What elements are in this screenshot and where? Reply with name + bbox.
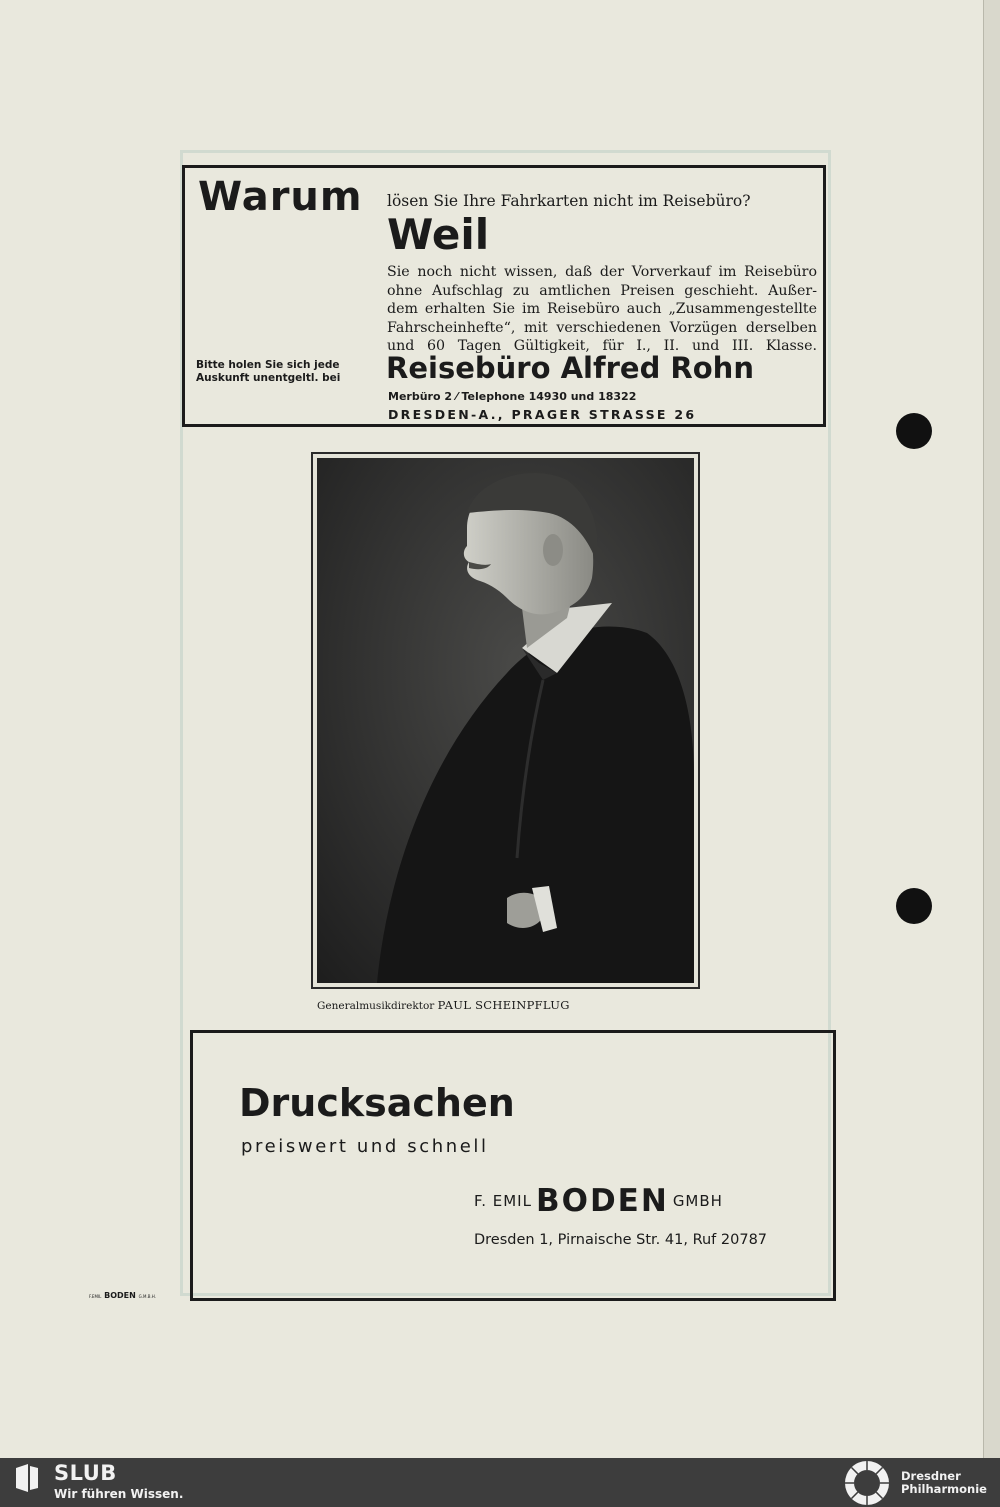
ad-body-line: Sie noch nicht wissen, daß der Vorverkauf im Reisebüro	[387, 264, 817, 280]
print-ad-title: Drucksachen	[239, 1081, 515, 1125]
partner-line-1: Dresdner	[901, 1469, 961, 1483]
caption-title: Generalmusikdirektor	[317, 1000, 435, 1012]
ad-body-line: ohne Aufschlag zu amtlichen Preisen geschieht. Außer-	[387, 282, 817, 299]
viewer-footer	[0, 1458, 1000, 1505]
ad-hint-line: Bitte holen Sie sich jede	[196, 359, 340, 371]
company-name: BODEN	[535, 1183, 669, 1219]
caption-name: PAUL SCHEINPFLUG	[437, 998, 570, 1012]
ad-question: lösen Sie Ihre Fahrkarten nicht im Reisebüro?	[387, 192, 751, 210]
portrait-photo	[311, 452, 700, 989]
ad-headline: Warum	[198, 174, 363, 220]
page-edge	[983, 0, 1000, 1458]
slub-logo-icon[interactable]	[14, 1464, 40, 1492]
print-ad-company	[474, 1183, 723, 1219]
ad-body-line: dem erhalten Sie im Reisebüro auch „Zusammengestellte	[387, 301, 817, 317]
ad-hint-line: Auskunft unentgeltl. bei	[196, 372, 341, 384]
imprint-prefix: F.EMIL	[89, 1294, 102, 1299]
imprint-name: BODEN	[104, 1291, 136, 1300]
ad-hint	[196, 359, 340, 385]
ad-body-line: und 60 Tagen Gültigkeit, für I., II. und III. Klasse.	[387, 338, 817, 354]
punch-hole-bottom	[896, 888, 932, 924]
ad-phone: Merbüro 2 ⁄ Telephone 14930 und 18322	[388, 390, 637, 403]
portrait-image	[317, 458, 694, 983]
partner-name	[901, 1470, 987, 1496]
company-prefix: F. EMIL	[474, 1192, 532, 1210]
printer-imprint	[89, 1291, 156, 1300]
ad-company-name: Reisebüro Alfred Rohn	[386, 351, 754, 385]
partner-line-2: Philharmonie	[901, 1482, 987, 1496]
ad-answer: Weil	[387, 210, 490, 259]
imprint-suffix: G.M.B.H.	[138, 1294, 156, 1299]
philharmonie-logo-icon[interactable]	[843, 1459, 891, 1507]
library-name[interactable]: SLUB	[54, 1461, 117, 1485]
ad-address: DRESDEN-A., PRAGER STRASSE 26	[388, 407, 697, 422]
library-claim: Wir führen Wissen.	[54, 1487, 184, 1501]
travel-advertisement	[182, 165, 826, 427]
company-suffix: GMBH	[672, 1192, 723, 1210]
punch-hole-top	[896, 413, 932, 449]
print-ad-subtitle: preiswert und schnell	[241, 1136, 489, 1157]
print-ad-address: Dresden 1, Pirnaische Str. 41, Ruf 20787	[474, 1232, 768, 1248]
printing-advertisement	[190, 1030, 836, 1301]
ad-body-text	[387, 263, 817, 356]
ad-body-line: Fahrscheinhefte“, mit verschiedenen Vorzügen derselben	[387, 319, 817, 336]
portrait-caption	[317, 998, 570, 1012]
